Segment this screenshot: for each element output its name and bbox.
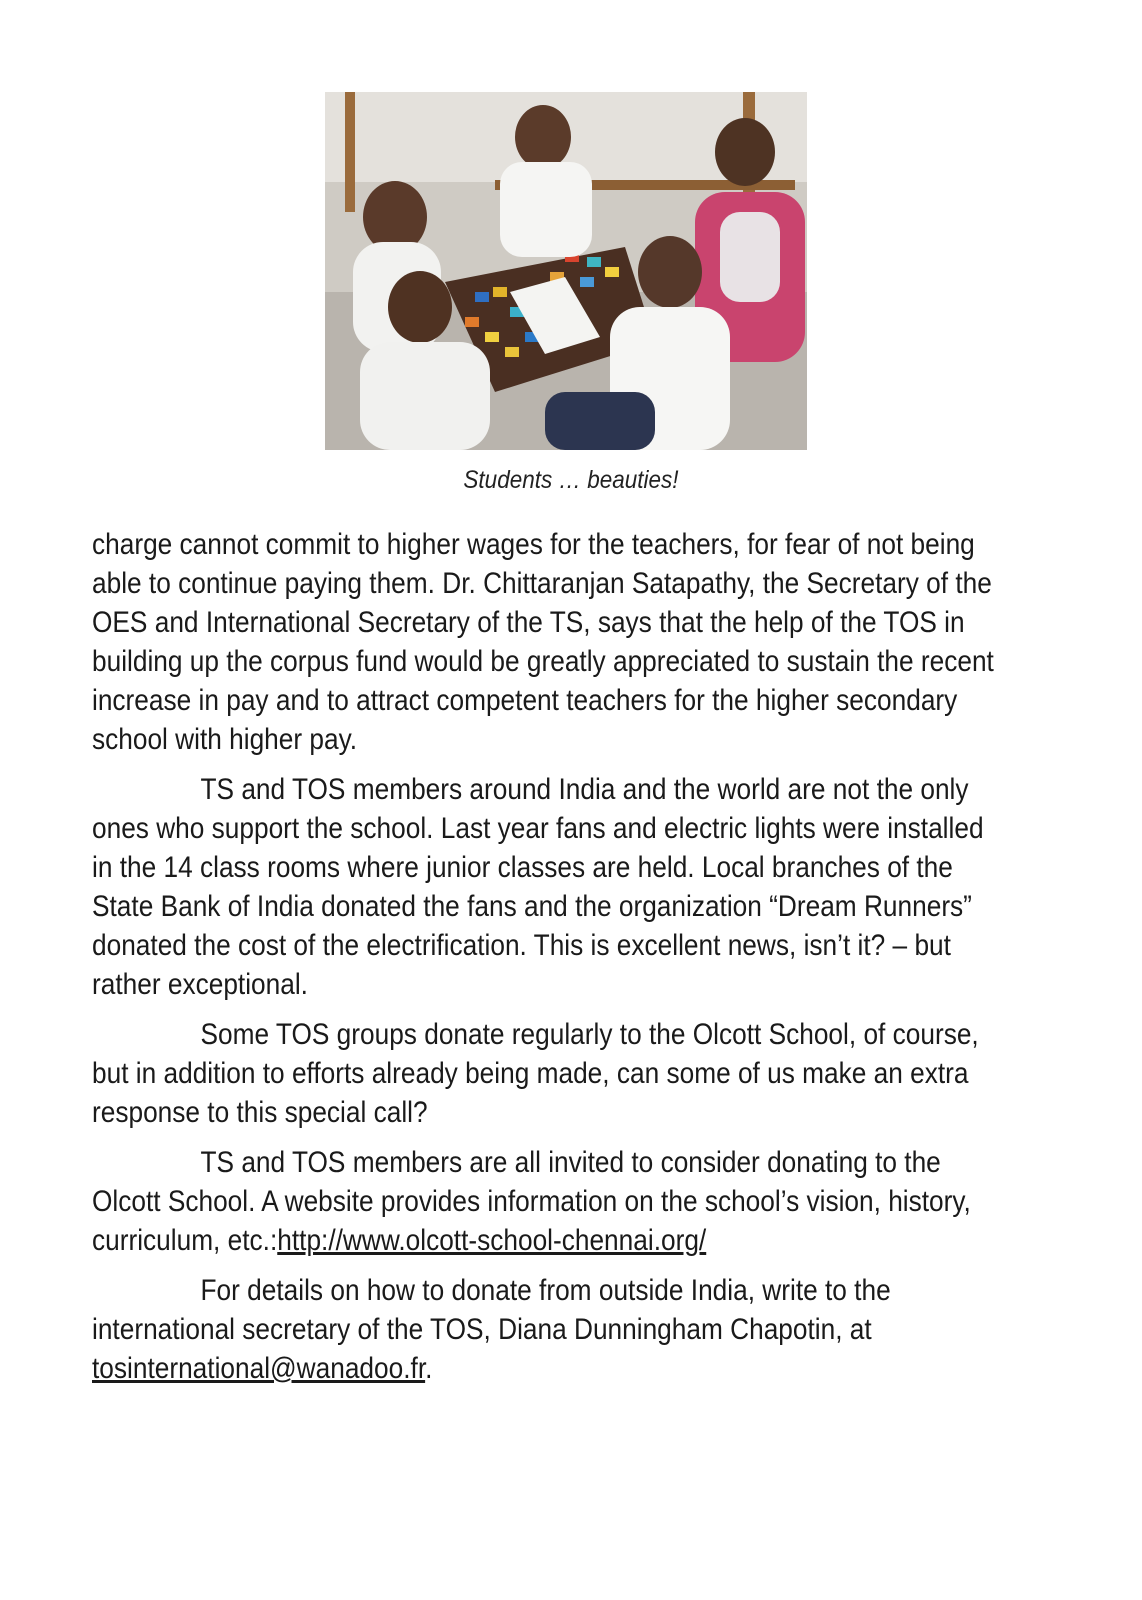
paragraph-website xyxy=(92,1143,1011,1260)
contact-email-link[interactable]: tosinternational@wanadoo.fr xyxy=(92,1352,426,1385)
bench-leg-left xyxy=(345,92,355,212)
photo-caption: Students … beauties! xyxy=(463,466,679,494)
contact-period: . xyxy=(425,1352,433,1385)
website-text: TS and TOS members are all invited to consider donating to the Olcott School. A website provides information on the school’s vision, history, curriculum, etc.: xyxy=(92,1146,971,1257)
school-website-link[interactable]: http://www.olcott-school-chennai.org/ xyxy=(277,1224,707,1257)
article-body xyxy=(92,525,1011,1399)
students-photo-illustration xyxy=(325,92,807,450)
contact-text: For details on how to donate from outside India, write to the international secretary of the TOS, Diana Dunningham Chapotin, at xyxy=(92,1274,891,1346)
paragraph-supporters: TS and TOS members around India and the world are not the only ones who support the school. Last year fans and electric lights were installed in the 14 class rooms where junior classes are held. Local branches of the State Bank of India donated the fans and the organization “Dream Runners” donated the cost of the electrification. This is excellent news, isn’t it? – but rather exceptional. xyxy=(92,773,984,1001)
paragraph-special-call: Some TOS groups donate regularly to the Olcott School, of course, but in addition to efforts already being made, can some of us make an extra response to this special call? xyxy=(92,1018,979,1129)
paragraph-donate-contact xyxy=(92,1271,1011,1388)
students-photo xyxy=(325,92,807,450)
paragraph-wages: charge cannot commit to higher wages for the teachers, for fear of not being able to continue paying them. Dr. Chittaranjan Satapathy, the Secretary of the OES and International Secretary of the TS, says that the help of the TOS in building up the corpus fund would be greatly appreciated to sustain the recent increase in pay and to attract competent teachers for the higher secondary school with higher pay. xyxy=(92,528,994,756)
